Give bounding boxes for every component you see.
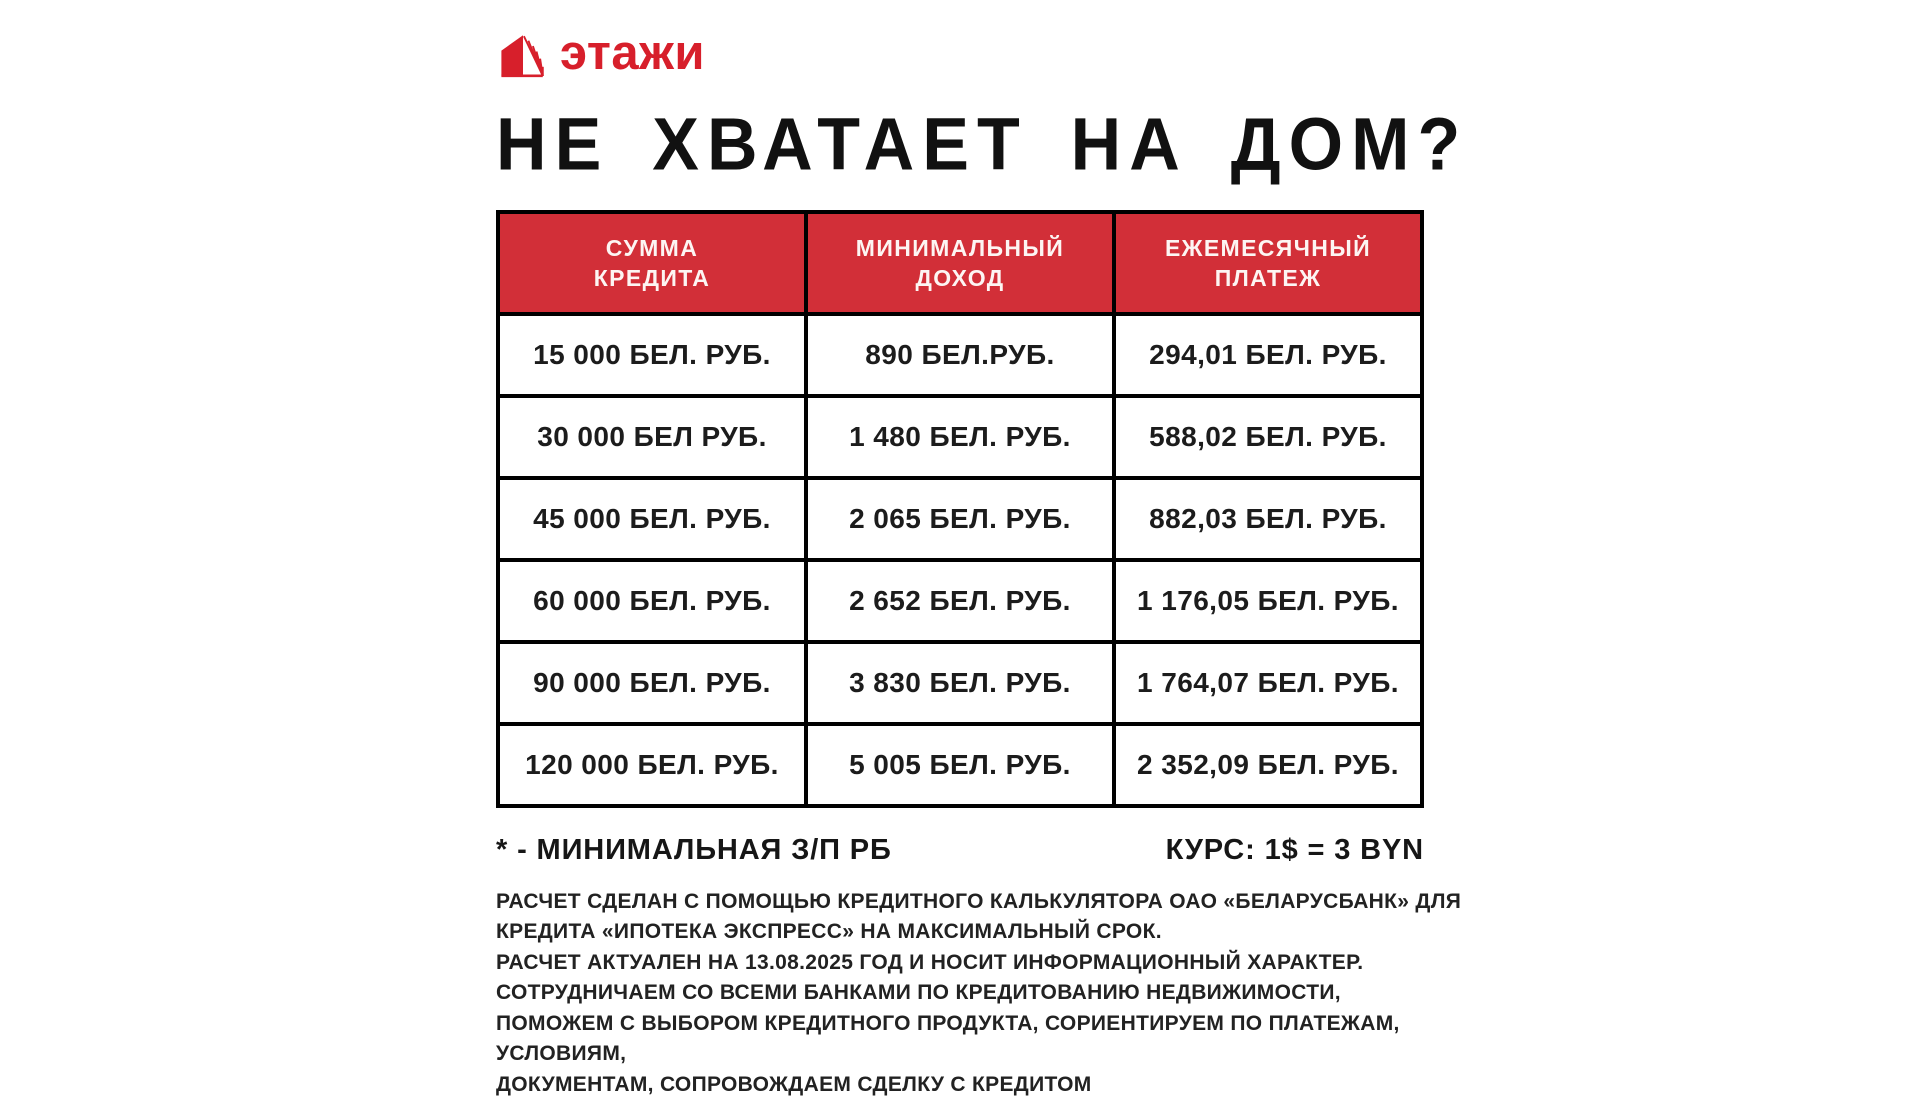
disclaimer-line: РАСЧЕТ АКТУАЛЕН НА 13.08.2025 ГОД И НОСИТ ИНФОРМАЦИОННЫЙ ХАРАКТЕР. [496,948,1424,979]
brand-logo [496,28,1424,84]
monthly-payment-cell: 882,03 БЕЛ. РУБ. [1114,478,1422,560]
column-header-line: КРЕДИТА [500,263,804,293]
table-header-row [498,212,1422,314]
table-row [498,560,1422,642]
monthly-payment-cell: 294,01 БЕЛ. РУБ. [1114,314,1422,396]
infographic-content [496,28,1424,1100]
disclaimer-line: УСЛОВИЯМ, [496,1039,1424,1070]
min-salary-footnote: * - МИНИМАЛЬНАЯ З/П РБ [496,834,892,867]
credit-sum-cell: 60 000 БЕЛ. РУБ. [498,560,806,642]
column-header-line: ПЛАТЕЖ [1116,263,1420,293]
footnote-row [496,834,1424,867]
disclaimer-line: РАСЧЕТ СДЕЛАН С ПОМОЩЬЮ КРЕДИТНОГО КАЛЬКУЛЯТОРА ОАО «БЕЛАРУСБАНК» ДЛЯ [496,887,1424,918]
column-header-monthly-payment [1114,212,1422,314]
table-row [498,642,1422,724]
disclaimer-line: КРЕДИТА «ИПОТЕКА ЭКСПРЕСС» НА МАКСИМАЛЬНЫЙ СРОК. [496,917,1424,948]
column-header-line: ЕЖЕМЕСЯЧНЫЙ [1116,233,1420,263]
column-header-line: МИНИМАЛЬНЫЙ [808,233,1112,263]
column-header-credit-sum [498,212,806,314]
min-income-cell: 5 005 БЕЛ. РУБ. [806,724,1114,806]
exchange-rate-note: КУРС: 1$ = 3 BYN [1166,834,1424,867]
credit-sum-cell: 120 000 БЕЛ. РУБ. [498,724,806,806]
min-income-cell: 2 065 БЕЛ. РУБ. [806,478,1114,560]
monthly-payment-cell: 2 352,09 БЕЛ. РУБ. [1114,724,1422,806]
credit-sum-cell: 90 000 БЕЛ. РУБ. [498,642,806,724]
table-row [498,478,1422,560]
min-income-cell: 890 БЕЛ.РУБ. [806,314,1114,396]
monthly-payment-cell: 1 764,07 БЕЛ. РУБ. [1114,642,1422,724]
page-title: НЕ ХВАТАЕТ НА ДОМ? [496,106,1424,184]
credit-table [496,210,1424,808]
monthly-payment-cell: 1 176,05 БЕЛ. РУБ. [1114,560,1422,642]
disclaimer-line: ПОМОЖЕМ С ВЫБОРОМ КРЕДИТНОГО ПРОДУКТА, СОРИЕНТИРУЕМ ПО ПЛАТЕЖАМ, [496,1009,1424,1040]
table-row [498,724,1422,806]
min-income-cell: 2 652 БЕЛ. РУБ. [806,560,1114,642]
credit-sum-cell: 45 000 БЕЛ. РУБ. [498,478,806,560]
table-row [498,396,1422,478]
disclaimer-text [496,887,1424,1100]
column-header-line: ДОХОД [808,263,1112,293]
brand-logo-text: этажи [560,29,705,84]
column-header-min-income [806,212,1114,314]
disclaimer-line: СОТРУДНИЧАЕМ СО ВСЕМИ БАНКАМИ ПО КРЕДИТОВАНИЮ НЕДВИЖИМОСТИ, [496,978,1424,1009]
house-floors-logo-icon [496,29,550,83]
credit-sum-cell: 30 000 БЕЛ РУБ. [498,396,806,478]
min-income-cell: 3 830 БЕЛ. РУБ. [806,642,1114,724]
disclaimer-line: ДОКУМЕНТАМ, СОПРОВОЖДАЕМ СДЕЛКУ С КРЕДИТОМ [496,1070,1424,1100]
column-header-line: СУММА [500,233,804,263]
min-income-cell: 1 480 БЕЛ. РУБ. [806,396,1114,478]
table-row [498,314,1422,396]
monthly-payment-cell: 588,02 БЕЛ. РУБ. [1114,396,1422,478]
credit-sum-cell: 15 000 БЕЛ. РУБ. [498,314,806,396]
